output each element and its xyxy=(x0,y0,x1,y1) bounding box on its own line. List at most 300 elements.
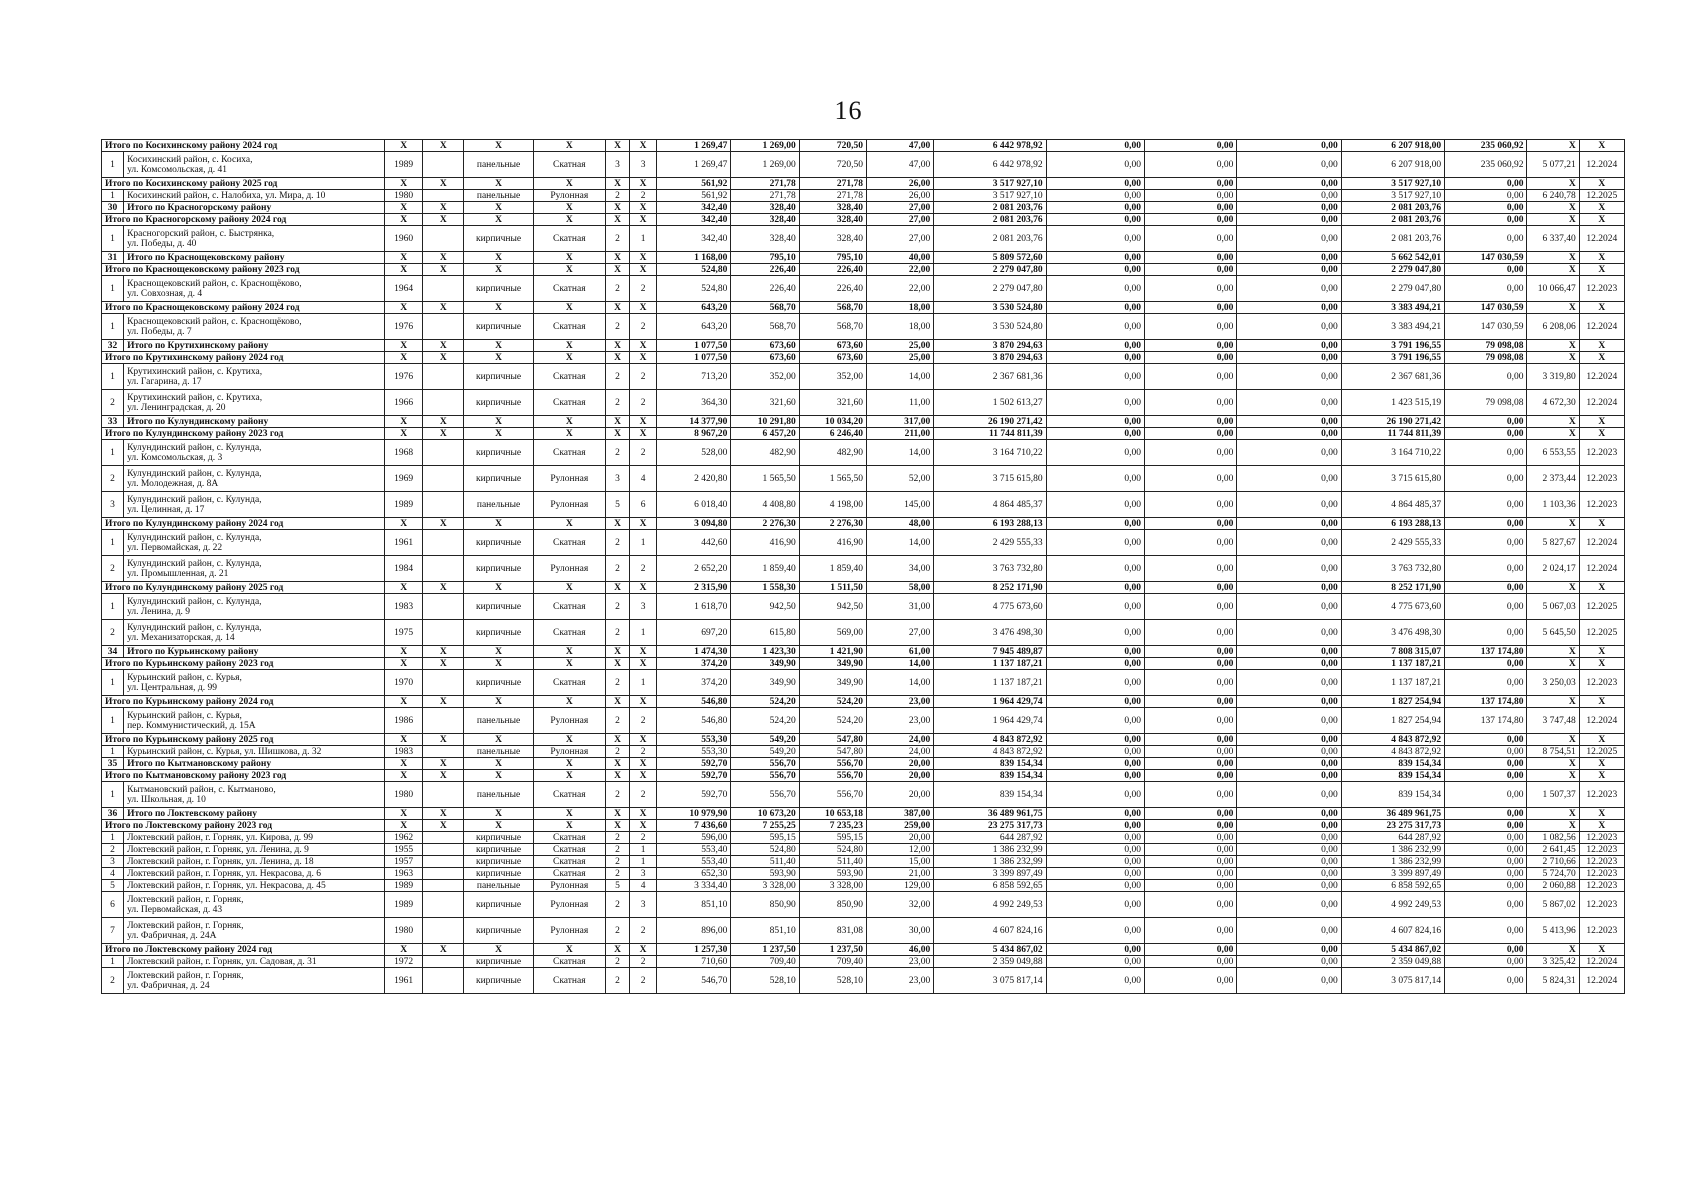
data-cell: 0,00 xyxy=(1237,556,1341,582)
data-cell: 11,00 xyxy=(866,390,933,416)
data-cell: 0,00 xyxy=(1445,820,1527,832)
total-row xyxy=(102,264,1625,276)
data-cell xyxy=(423,968,464,994)
data-cell: 328,40 xyxy=(731,226,799,252)
data-cell: 2 xyxy=(605,190,629,202)
table-row xyxy=(102,390,1625,416)
data-cell: 0,00 xyxy=(1237,518,1341,530)
data-cell: X xyxy=(605,944,629,956)
data-cell: 1 558,30 xyxy=(731,582,799,594)
data-cell: 5 067,03 xyxy=(1527,594,1579,620)
data-cell: кирпичные xyxy=(464,832,533,844)
data-cell: 1 269,00 xyxy=(731,152,799,178)
data-cell: 387,00 xyxy=(866,808,933,820)
total-row xyxy=(102,696,1625,708)
data-cell: X xyxy=(464,582,533,594)
data-cell: 12.2024 xyxy=(1579,968,1624,994)
data-cell: кирпичные xyxy=(464,868,533,880)
data-cell: 3 328,00 xyxy=(799,880,866,892)
data-cell: 2 xyxy=(605,844,629,856)
address-cell: Красногорский район, с. Быстрянка, ул. Победы, д. 40 xyxy=(124,226,385,252)
data-cell: X xyxy=(423,178,464,190)
data-cell: 349,90 xyxy=(799,658,866,670)
data-cell: X xyxy=(533,416,605,428)
data-cell: 0,00 xyxy=(1046,340,1144,352)
data-cell: X xyxy=(385,944,423,956)
data-cell: 511,40 xyxy=(799,856,866,868)
data-cell: 1955 xyxy=(385,844,423,856)
data-cell: 850,90 xyxy=(731,892,799,918)
data-cell: X xyxy=(533,658,605,670)
data-cell: 442,60 xyxy=(657,530,731,556)
address-cell: Кулундинский район, с. Кулунда, ул. Механизаторская, д. 14 xyxy=(124,620,385,646)
data-cell: 0,00 xyxy=(1145,746,1237,758)
data-cell: Скатная xyxy=(533,364,605,390)
data-cell: 556,70 xyxy=(731,770,799,782)
data-cell: 12.2023 xyxy=(1579,832,1624,844)
data-cell: X xyxy=(630,352,657,364)
data-cell: 851,10 xyxy=(731,918,799,944)
data-cell: 0,00 xyxy=(1145,530,1237,556)
data-cell: 3 xyxy=(630,152,657,178)
data-cell: 1983 xyxy=(385,594,423,620)
data-cell: панельные xyxy=(464,152,533,178)
data-cell: 0,00 xyxy=(1445,918,1527,944)
data-cell xyxy=(423,530,464,556)
data-cell: X xyxy=(464,302,533,314)
total-row xyxy=(102,582,1625,594)
data-cell: 596,00 xyxy=(657,832,731,844)
data-cell: 0,00 xyxy=(1237,594,1341,620)
row-number: 33 xyxy=(102,416,124,428)
data-cell: X xyxy=(385,340,423,352)
data-cell: 0,00 xyxy=(1445,440,1527,466)
data-cell: X xyxy=(385,252,423,264)
data-cell: Скатная xyxy=(533,868,605,880)
data-cell: 0,00 xyxy=(1237,918,1341,944)
data-cell: 0,00 xyxy=(1145,782,1237,808)
data-cell: Рулонная xyxy=(533,708,605,734)
data-cell: X xyxy=(605,770,629,782)
data-cell: X xyxy=(1527,428,1579,440)
data-cell: 7 808 315,07 xyxy=(1341,646,1444,658)
data-cell: 2 641,45 xyxy=(1527,844,1579,856)
data-cell: 6 240,78 xyxy=(1527,190,1579,202)
data-cell: кирпичные xyxy=(464,314,533,340)
data-cell: 8 252 171,90 xyxy=(934,582,1046,594)
data-cell: 0,00 xyxy=(1046,428,1144,440)
data-cell: 0,00 xyxy=(1046,856,1144,868)
data-cell: 3 383 494,21 xyxy=(1341,302,1444,314)
data-cell: 1 827 254,94 xyxy=(1341,708,1444,734)
data-cell: 0,00 xyxy=(1145,252,1237,264)
data-cell: 0,00 xyxy=(1237,670,1341,696)
data-cell: 839 154,34 xyxy=(934,782,1046,808)
data-cell: 0,00 xyxy=(1046,152,1144,178)
data-cell: 1972 xyxy=(385,956,423,968)
data-cell: 8 252 171,90 xyxy=(1341,582,1444,594)
total-row xyxy=(102,252,1625,264)
data-cell: X xyxy=(533,352,605,364)
data-cell: 0,00 xyxy=(1445,594,1527,620)
data-cell: 546,70 xyxy=(657,968,731,994)
data-cell: X xyxy=(1527,352,1579,364)
data-cell: X xyxy=(464,264,533,276)
data-cell: X xyxy=(605,582,629,594)
data-cell: 0,00 xyxy=(1445,782,1527,808)
data-cell: 1 565,50 xyxy=(731,466,799,492)
data-cell: 524,80 xyxy=(657,264,731,276)
data-cell: 1986 xyxy=(385,708,423,734)
data-cell: Скатная xyxy=(533,832,605,844)
total-label: Итого по Краснощековскому району 2024 год xyxy=(102,302,385,314)
data-cell: 595,15 xyxy=(799,832,866,844)
data-cell: 2 081 203,76 xyxy=(1341,202,1444,214)
data-cell: 2 420,80 xyxy=(657,466,731,492)
data-cell: 2 xyxy=(605,670,629,696)
data-cell: 556,70 xyxy=(731,782,799,808)
total-row xyxy=(102,178,1625,190)
data-cell: 1 827 254,94 xyxy=(1341,696,1444,708)
data-cell: 5 xyxy=(605,880,629,892)
data-cell xyxy=(423,314,464,340)
data-cell: X xyxy=(533,264,605,276)
data-cell: 3 747,48 xyxy=(1527,708,1579,734)
data-cell: 1969 xyxy=(385,466,423,492)
data-cell: 0,00 xyxy=(1046,276,1144,302)
data-cell: 850,90 xyxy=(799,892,866,918)
data-cell: 7 235,23 xyxy=(799,820,866,832)
data-cell: 524,80 xyxy=(799,844,866,856)
data-cell: 0,00 xyxy=(1237,492,1341,518)
data-cell: X xyxy=(605,808,629,820)
data-cell: X xyxy=(605,518,629,530)
data-cell: кирпичные xyxy=(464,226,533,252)
address-cell: Курьинский район, с. Курья, ул. Центральная, д. 99 xyxy=(124,670,385,696)
data-cell: 3 476 498,30 xyxy=(934,620,1046,646)
data-cell: 3 870 294,63 xyxy=(934,340,1046,352)
data-cell xyxy=(423,892,464,918)
data-cell: 6 208,06 xyxy=(1527,314,1579,340)
data-cell: X xyxy=(423,140,464,152)
data-cell: 1 103,36 xyxy=(1527,492,1579,518)
address-cell: Локтевский район, г. Горняк, ул. Ленина, д. 9 xyxy=(124,844,385,856)
data-cell: 0,00 xyxy=(1145,226,1237,252)
data-cell: 896,00 xyxy=(657,918,731,944)
data-cell: X xyxy=(630,696,657,708)
address-cell: Краснощековский район, с. Краснощёково, ул. Победы, д. 7 xyxy=(124,314,385,340)
data-cell: Скатная xyxy=(533,314,605,340)
data-cell: 1 502 613,27 xyxy=(934,390,1046,416)
data-cell: 0,00 xyxy=(1445,202,1527,214)
data-cell: 553,40 xyxy=(657,844,731,856)
data-cell: X xyxy=(605,820,629,832)
data-cell: 147 030,59 xyxy=(1445,252,1527,264)
data-cell: 524,20 xyxy=(731,708,799,734)
data-cell: X xyxy=(423,428,464,440)
data-cell: 1 xyxy=(630,620,657,646)
data-cell: 5 809 572,60 xyxy=(934,252,1046,264)
data-cell: 20,00 xyxy=(866,770,933,782)
table-row xyxy=(102,530,1625,556)
data-cell: 528,10 xyxy=(799,968,866,994)
data-cell: 328,40 xyxy=(799,226,866,252)
data-cell: 1 859,40 xyxy=(731,556,799,582)
data-cell: 1 565,50 xyxy=(799,466,866,492)
data-cell: X xyxy=(464,140,533,152)
data-cell: 0,00 xyxy=(1237,214,1341,226)
data-cell: 0,00 xyxy=(1445,832,1527,844)
data-cell: 2 xyxy=(630,968,657,994)
data-cell: 0,00 xyxy=(1046,530,1144,556)
data-cell: 1963 xyxy=(385,868,423,880)
row-number: 3 xyxy=(102,492,124,518)
data-cell: 0,00 xyxy=(1046,202,1144,214)
data-cell: 4 198,00 xyxy=(799,492,866,518)
data-cell: X xyxy=(630,820,657,832)
row-number: 30 xyxy=(102,202,124,214)
data-cell: 7 436,60 xyxy=(657,820,731,832)
data-cell: X xyxy=(630,658,657,670)
data-cell: 643,20 xyxy=(657,302,731,314)
data-cell: 12.2025 xyxy=(1579,594,1624,620)
row-number: 1 xyxy=(102,364,124,390)
data-cell: 2 xyxy=(605,892,629,918)
data-cell: панельные xyxy=(464,782,533,808)
data-cell: X xyxy=(385,214,423,226)
data-cell: X xyxy=(464,428,533,440)
data-cell: 12.2023 xyxy=(1579,918,1624,944)
data-cell: 147 030,59 xyxy=(1445,302,1527,314)
data-cell: 12.2023 xyxy=(1579,868,1624,880)
data-cell: 3 715 615,80 xyxy=(1341,466,1444,492)
data-cell: 0,00 xyxy=(1237,832,1341,844)
data-cell: 352,00 xyxy=(731,364,799,390)
data-cell: 0,00 xyxy=(1237,880,1341,892)
data-cell: 0,00 xyxy=(1145,582,1237,594)
data-cell: 12.2024 xyxy=(1579,226,1624,252)
data-cell: 4 864 485,37 xyxy=(1341,492,1444,518)
data-cell: 569,00 xyxy=(799,620,866,646)
data-cell: X xyxy=(533,734,605,746)
data-cell: X xyxy=(385,582,423,594)
data-cell: 0,00 xyxy=(1237,226,1341,252)
data-cell: Скатная xyxy=(533,968,605,994)
row-number: 7 xyxy=(102,918,124,944)
data-cell: X xyxy=(423,808,464,820)
data-cell: 549,20 xyxy=(731,734,799,746)
data-cell: 0,00 xyxy=(1237,264,1341,276)
data-cell: 10 291,80 xyxy=(731,416,799,428)
total-row xyxy=(102,340,1625,352)
data-cell: 6 442 978,92 xyxy=(934,152,1046,178)
data-cell xyxy=(423,832,464,844)
data-cell: 615,80 xyxy=(731,620,799,646)
data-cell: X xyxy=(464,214,533,226)
data-cell: 2 xyxy=(605,782,629,808)
row-number: 1 xyxy=(102,594,124,620)
data-cell: 10 979,90 xyxy=(657,808,731,820)
data-cell: 317,00 xyxy=(866,416,933,428)
data-cell: 5 662 542,01 xyxy=(1341,252,1444,264)
data-cell: 20,00 xyxy=(866,832,933,844)
data-cell: 0,00 xyxy=(1145,140,1237,152)
address-cell: Локтевский район, г. Горняк, ул. Садовая, д. 31 xyxy=(124,956,385,968)
data-cell: 0,00 xyxy=(1145,968,1237,994)
data-cell: 52,00 xyxy=(866,466,933,492)
data-cell: X xyxy=(630,416,657,428)
data-cell: X xyxy=(1527,302,1579,314)
data-cell: X xyxy=(385,770,423,782)
data-cell: 0,00 xyxy=(1145,734,1237,746)
data-cell xyxy=(423,492,464,518)
data-cell: 1962 xyxy=(385,832,423,844)
data-cell xyxy=(423,868,464,880)
data-cell: 1 386 232,99 xyxy=(1341,844,1444,856)
data-cell: 4 843 872,92 xyxy=(934,746,1046,758)
data-cell: 595,15 xyxy=(731,832,799,844)
data-cell: 546,80 xyxy=(657,696,731,708)
data-cell: 0,00 xyxy=(1445,364,1527,390)
data-cell: 0,00 xyxy=(1046,518,1144,530)
data-cell: 1 xyxy=(630,670,657,696)
data-cell: 0,00 xyxy=(1145,844,1237,856)
data-cell: Рулонная xyxy=(533,190,605,202)
data-cell: 15,00 xyxy=(866,856,933,868)
data-cell: 710,60 xyxy=(657,956,731,968)
data-cell: 0,00 xyxy=(1237,390,1341,416)
data-cell: 592,70 xyxy=(657,770,731,782)
data-cell: 364,30 xyxy=(657,390,731,416)
data-cell: 46,00 xyxy=(866,944,933,956)
data-cell: 2 xyxy=(605,556,629,582)
data-cell: 720,50 xyxy=(799,140,866,152)
data-cell: 0,00 xyxy=(1445,856,1527,868)
data-cell: 7 945 489,87 xyxy=(934,646,1046,658)
data-cell: 0,00 xyxy=(1445,492,1527,518)
address-cell: Локтевский район, г. Горняк, ул. Фабричная, д. 24А xyxy=(124,918,385,944)
data-cell: 553,30 xyxy=(657,734,731,746)
total-label: Итого по Курьинскому району 2025 год xyxy=(102,734,385,746)
data-cell: 4 607 824,16 xyxy=(1341,918,1444,944)
data-cell: 2 xyxy=(605,868,629,880)
total-row xyxy=(102,758,1625,770)
data-cell: 12.2023 xyxy=(1579,670,1624,696)
data-cell: 0,00 xyxy=(1046,178,1144,190)
data-cell: X xyxy=(605,428,629,440)
data-cell: 14 377,90 xyxy=(657,416,731,428)
data-cell: 3 517 927,10 xyxy=(934,190,1046,202)
data-cell: 14,00 xyxy=(866,530,933,556)
data-cell xyxy=(423,670,464,696)
data-cell: 2 359 049,88 xyxy=(934,956,1046,968)
data-cell: 27,00 xyxy=(866,214,933,226)
data-cell xyxy=(423,880,464,892)
data-cell: 942,50 xyxy=(731,594,799,620)
data-cell: панельные xyxy=(464,492,533,518)
data-cell: X xyxy=(605,202,629,214)
data-cell: 709,40 xyxy=(799,956,866,968)
data-cell: X xyxy=(630,428,657,440)
data-cell: X xyxy=(423,820,464,832)
data-cell: 40,00 xyxy=(866,252,933,264)
data-cell: 5 413,96 xyxy=(1527,918,1579,944)
data-cell: 831,08 xyxy=(799,918,866,944)
data-cell: 0,00 xyxy=(1445,518,1527,530)
data-cell: 18,00 xyxy=(866,314,933,340)
data-cell: 0,00 xyxy=(1445,758,1527,770)
data-cell: 0,00 xyxy=(1445,968,1527,994)
row-number: 35 xyxy=(102,758,124,770)
table-row xyxy=(102,782,1625,808)
data-cell: X xyxy=(630,582,657,594)
row-number: 32 xyxy=(102,340,124,352)
data-cell: 328,40 xyxy=(731,214,799,226)
data-cell: 0,00 xyxy=(1145,518,1237,530)
data-cell: 1 237,50 xyxy=(799,944,866,956)
data-cell: 3 328,00 xyxy=(731,880,799,892)
data-cell: 6 193 288,13 xyxy=(934,518,1046,530)
data-cell: 34,00 xyxy=(866,556,933,582)
table-row xyxy=(102,844,1625,856)
data-cell: 12.2024 xyxy=(1579,956,1624,968)
data-cell: X xyxy=(1579,340,1624,352)
data-cell: 0,00 xyxy=(1145,696,1237,708)
data-cell: X xyxy=(423,646,464,658)
data-cell: 644 287,92 xyxy=(1341,832,1444,844)
data-cell: 4 607 824,16 xyxy=(934,918,1046,944)
data-cell: X xyxy=(385,808,423,820)
data-cell: 25,00 xyxy=(866,352,933,364)
data-cell: 0,00 xyxy=(1046,918,1144,944)
data-cell: 592,70 xyxy=(657,758,731,770)
data-cell: X xyxy=(1579,140,1624,152)
address-cell: Кулундинский район, с. Кулунда, ул. Первомайская, д. 22 xyxy=(124,530,385,556)
data-cell: 79 098,08 xyxy=(1445,340,1527,352)
data-cell: 4 xyxy=(630,466,657,492)
data-cell: 0,00 xyxy=(1237,782,1341,808)
data-cell: 1970 xyxy=(385,670,423,696)
data-cell: 12.2024 xyxy=(1579,152,1624,178)
data-cell: кирпичные xyxy=(464,530,533,556)
data-cell: 23 275 317,73 xyxy=(934,820,1046,832)
data-cell: 482,90 xyxy=(799,440,866,466)
data-cell: 271,78 xyxy=(799,190,866,202)
data-cell: 0,00 xyxy=(1046,582,1144,594)
data-cell: 592,70 xyxy=(657,782,731,808)
data-cell: 3 517 927,10 xyxy=(934,178,1046,190)
total-label: Итого по Красногорскому району xyxy=(124,202,385,214)
data-cell: 18,00 xyxy=(866,302,933,314)
data-cell: 6 442 978,92 xyxy=(934,140,1046,152)
data-cell: 2 xyxy=(605,708,629,734)
data-cell: X xyxy=(533,202,605,214)
data-cell: 0,00 xyxy=(1445,276,1527,302)
data-cell: 145,00 xyxy=(866,492,933,518)
data-cell: 2 429 555,33 xyxy=(934,530,1046,556)
total-label: Итого по Кулундинскому району 2023 год xyxy=(102,428,385,440)
data-cell: 795,10 xyxy=(799,252,866,264)
data-cell: 328,40 xyxy=(731,202,799,214)
address-cell: Косихинский район, с. Косиха, ул. Комсомольская, д. 41 xyxy=(124,152,385,178)
data-cell: 0,00 xyxy=(1445,770,1527,782)
data-cell: 0,00 xyxy=(1046,226,1144,252)
data-cell: 8 754,51 xyxy=(1527,746,1579,758)
data-cell: 556,70 xyxy=(799,782,866,808)
row-number: 4 xyxy=(102,868,124,880)
data-cell: 547,80 xyxy=(799,734,866,746)
data-cell xyxy=(423,440,464,466)
